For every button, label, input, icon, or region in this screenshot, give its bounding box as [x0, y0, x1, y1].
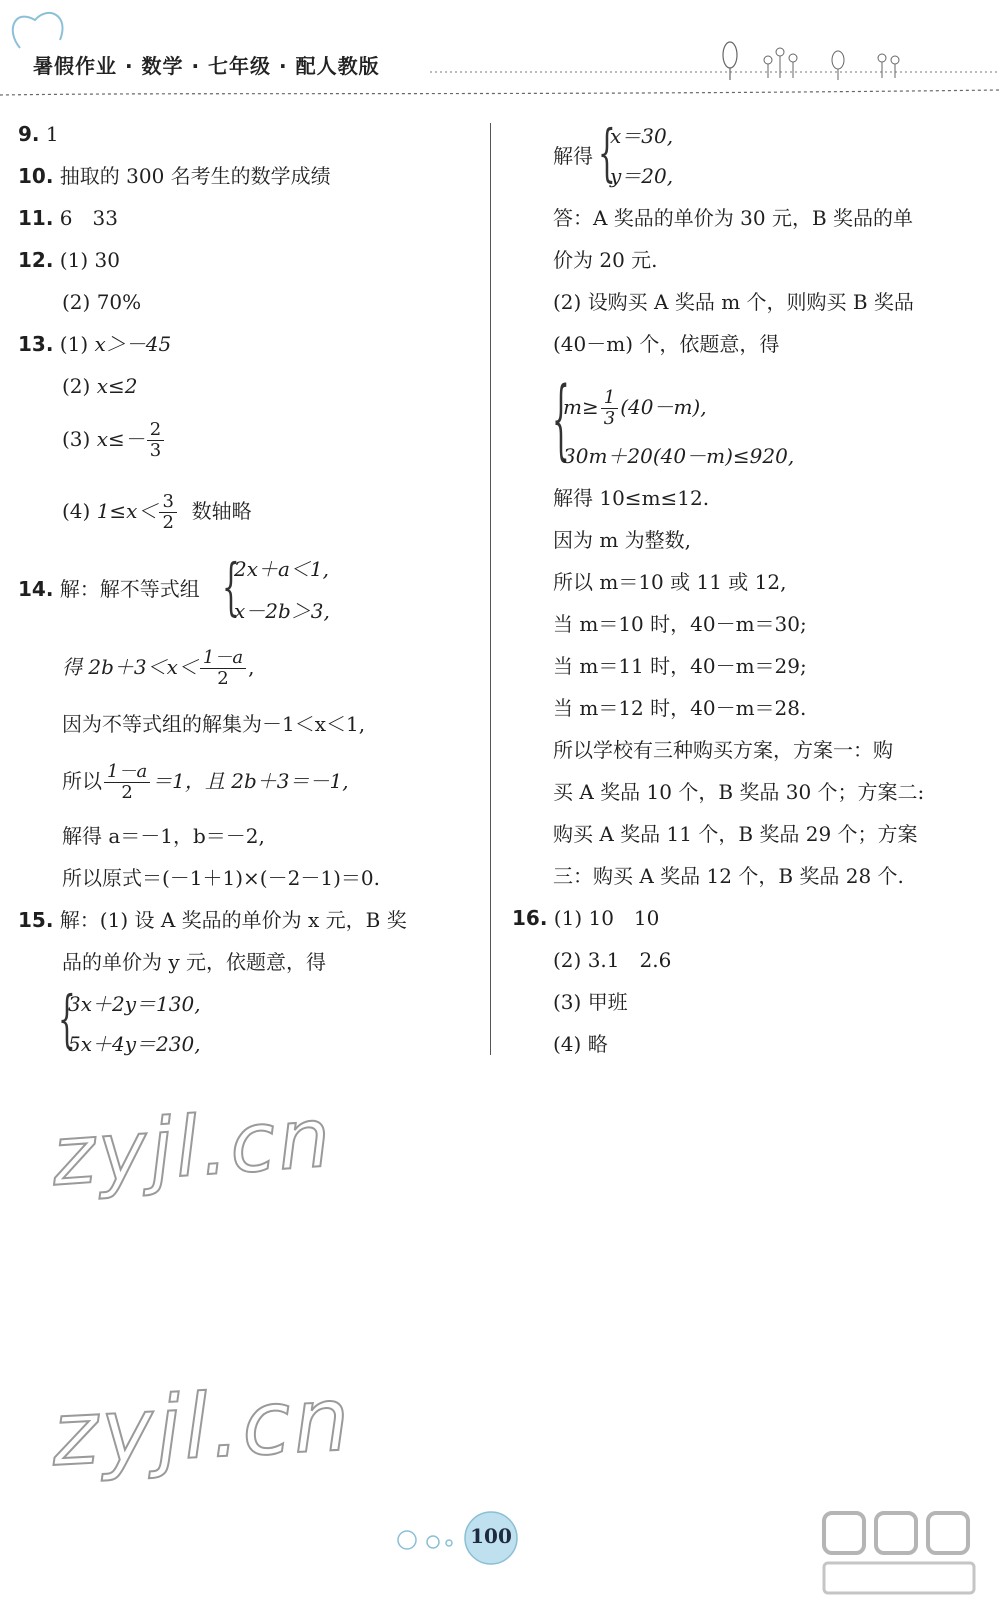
answer-text: 解：(1) 设 A 奖品的单价为 x 元，B 奖 [59, 908, 407, 932]
answer-15-conclusion-2: 价为 20 元. [553, 248, 658, 272]
answer-16-part2: (2) 3.1 2.6 [553, 948, 672, 972]
answer-text: x≤2 [96, 374, 138, 398]
answer-15-line1 [18, 906, 407, 934]
watermark-text: zyjl.cn [49, 1090, 337, 1205]
fraction [147, 420, 164, 461]
denominator: 3 [603, 408, 616, 429]
answer-text: , [248, 655, 255, 679]
page-number: 100 [470, 1524, 512, 1548]
part-label: (4) [62, 499, 91, 523]
denominator: 2 [217, 668, 229, 689]
question-number: 11. [18, 206, 54, 230]
part-label: (3) [62, 427, 91, 451]
part-label: (2) [62, 374, 91, 398]
numerator: 3 [159, 492, 176, 513]
denominator: 2 [121, 782, 133, 803]
answer-text: x＞－45 [94, 332, 172, 356]
denominator: 2 [162, 512, 174, 533]
answer-15-conclusion-1: 答：A 奖品的单价为 30 元，B 奖品的单 [553, 206, 914, 230]
answer-14-line6: 所以原式＝(－1＋1)×(－2－1)＝0. [62, 866, 380, 890]
question-number: 16. [512, 906, 548, 930]
system-eq-2: 5x＋4y＝230, [68, 1032, 201, 1056]
result-line-2: 因为 m 为整数, [553, 528, 692, 552]
result-line-7: 所以学校有三种购买方案，方案一：购 [553, 738, 893, 762]
result-line-3: 所以 m＝10 或 11 或 12, [553, 570, 787, 594]
inequality-text: m≥ [563, 395, 599, 419]
answer-14-intro [18, 575, 200, 603]
column-divider [490, 123, 491, 1055]
answer-11 [18, 204, 118, 232]
result-line-5: 当 m＝11 时，40－m＝29; [553, 654, 807, 678]
inequality-text: (40－m), [620, 395, 707, 419]
fraction [104, 762, 150, 803]
inequality-2: 30m＋20(40－m)≤920, [563, 444, 795, 468]
site-logo-icon [816, 1505, 986, 1600]
answer-14-line2 [62, 648, 254, 689]
numerator: 1 [601, 388, 618, 409]
answer-13-part2 [62, 372, 137, 400]
result-line-8: 买 A 奖品 10 个，B 奖品 30 个；方案二: [553, 780, 925, 804]
result-line-4: 当 m＝10 时，40－m＝30; [553, 612, 807, 636]
answer-9 [18, 120, 59, 148]
solution-label: 解得 [553, 144, 593, 168]
answer-12-part1 [18, 246, 120, 274]
answer-16-part3: (3) 甲班 [553, 990, 628, 1014]
answer-text: 抽取的 300 名考生的数学成绩 [59, 164, 331, 188]
answer-13-part4 [62, 492, 252, 533]
answer-16-part4: (4) 略 [553, 1032, 608, 1056]
result-line-10: 三：购买 A 奖品 12 个，B 奖品 28 个. [553, 864, 904, 888]
answer-14-line4 [62, 762, 349, 803]
answer-text: ＝1，且 2b＋3＝－1, [152, 769, 349, 793]
numerator: 1－a [104, 762, 150, 783]
system-eq-1: 2x＋a＜1, [234, 557, 330, 581]
result-line-6: 当 m＝12 时，40－m＝28. [553, 696, 807, 720]
inequality-1 [563, 388, 707, 429]
result-line-1: 解得 10≤m≤12. [553, 486, 710, 510]
solution-y: y＝20, [610, 164, 674, 188]
dots-decoration-icon [395, 1525, 455, 1555]
answer-15-part2-2: (40－m) 个，依题意，得 [553, 332, 780, 356]
fraction [200, 648, 246, 689]
inequality-brace: { [552, 367, 570, 470]
system-eq-2: x－2b＞3, [234, 599, 330, 623]
system-eq-1: 3x＋2y＝130, [68, 992, 201, 1016]
fraction [159, 492, 176, 533]
system-brace: { [58, 982, 76, 1055]
part-label: (1) [59, 332, 89, 356]
numerator: 1－a [200, 648, 246, 669]
answer-text: (1) 30 [59, 248, 120, 272]
answer-14-line3: 因为不等式组的解集为－1＜x＜1, [62, 712, 366, 736]
watermark-text: zyjl.cn [49, 1367, 355, 1486]
solution-brace: { [598, 116, 616, 189]
question-number: 14. [18, 577, 54, 601]
answer-14-line5: 解得 a＝－1，b＝－2, [62, 824, 265, 848]
answer-15-part2-1: (2) 设购买 A 奖品 m 个，则购买 B 奖品 [553, 290, 914, 314]
answer-13-part3 [62, 420, 166, 461]
answer-16-part1 [512, 904, 659, 932]
fraction [601, 388, 618, 429]
answer-15-line2: 品的单价为 y 元，依题意，得 [62, 950, 327, 974]
solution-x: x＝30, [610, 124, 674, 148]
answer-12-part2: (2) 70% [62, 290, 142, 314]
result-line-9: 购买 A 奖品 11 个，B 奖品 29 个；方案 [553, 822, 918, 846]
question-number: 13. [18, 332, 54, 356]
answer-note: 数轴略 [191, 499, 252, 523]
numerator: 2 [147, 420, 164, 441]
answer-13-part1 [18, 330, 171, 358]
answer-text: 解：解不等式组 [59, 577, 200, 601]
answer-text: 1≤x＜ [96, 499, 158, 523]
answer-text: 1 [45, 122, 59, 146]
question-number: 10. [18, 164, 54, 188]
question-number: 9. [18, 122, 40, 146]
system-brace: { [222, 550, 240, 623]
question-number: 15. [18, 908, 54, 932]
answer-text: 所以 [62, 769, 102, 793]
denominator: 3 [149, 440, 162, 461]
answer-text: x≤－ [96, 427, 145, 451]
header-title: 暑假作业 · 数学 · 七年级 · 配人教版 [33, 54, 380, 78]
answer-text: 6 33 [59, 206, 118, 230]
answer-text: (1) 10 10 [553, 906, 660, 930]
answer-text: 得 2b＋3＜x＜ [62, 655, 198, 679]
answer-10 [18, 162, 331, 190]
question-number: 12. [18, 248, 54, 272]
